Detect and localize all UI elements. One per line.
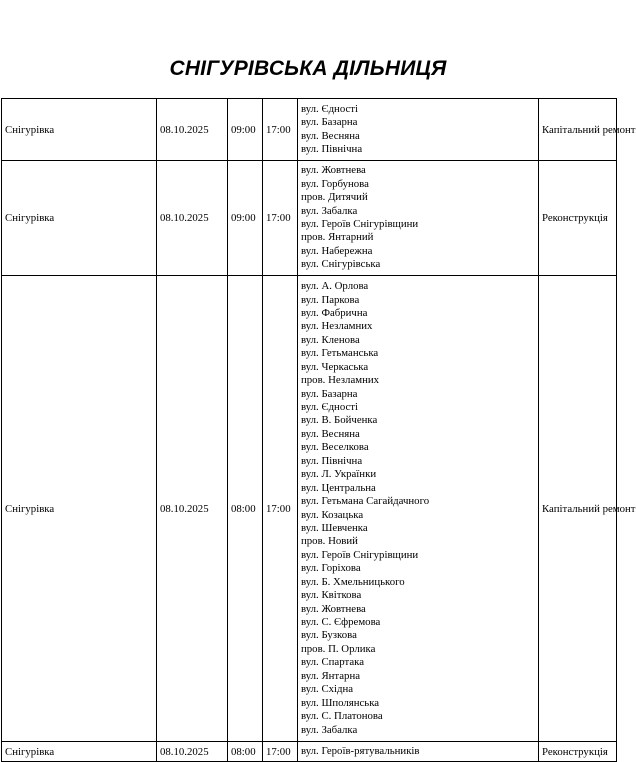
date-cell: 08.10.2025 (157, 742, 228, 762)
start-time-cell: 08:00 (228, 276, 263, 742)
street-item: вул. Шполянська (301, 696, 380, 709)
streets-cell (298, 742, 539, 762)
street-item: пров. Янтарний (301, 231, 374, 244)
street-item: вул. Черкаська (301, 360, 369, 373)
street-item: вул. Весняна (301, 129, 360, 142)
end-time-cell: 17:00 (263, 99, 298, 161)
settlement-cell: Снігурівка (2, 161, 157, 276)
streets-cell (298, 99, 539, 161)
street-item: вул. Жовтнева (301, 602, 366, 615)
settlement-cell: Снігурівка (2, 742, 157, 762)
street-item: вул. Забалка (301, 204, 358, 217)
table-row (2, 276, 617, 742)
street-item: пров. П. Орлика (301, 642, 376, 655)
street-item: вул. Східна (301, 683, 354, 696)
street-item: вул. Шевченка (301, 521, 368, 534)
start-time-cell: 09:00 (228, 99, 263, 161)
work-type-cell: Реконструкція (539, 161, 617, 276)
street-item: вул. Героїв Снігурівщини (301, 548, 419, 561)
street-item: пров. Дитячий (301, 191, 368, 204)
street-item: вул. Снігурівська (301, 258, 381, 271)
table-row (2, 99, 617, 161)
street-item: пров. Новий (301, 535, 358, 548)
street-item: вул. Жовтнева (301, 164, 366, 177)
street-item: вул. Північна (301, 454, 363, 467)
street-item: вул. Квіткова (301, 589, 362, 602)
street-item: вул. Забалка (301, 723, 358, 736)
street-item: вул. Спартака (301, 656, 364, 669)
street-item: вул. Незламних (301, 320, 373, 333)
street-item: вул. Базарна (301, 116, 358, 129)
street-item: вул. С. Єфремова (301, 616, 381, 628)
street-item: вул. Л. Українки (301, 468, 377, 481)
street-item: вул. Веселкова (301, 441, 369, 454)
streets-cell (298, 276, 539, 742)
street-item: вул. Козацька (301, 508, 364, 521)
street-item: вул. Набережна (301, 244, 373, 257)
street-item: вул. В. Бойченка (301, 414, 378, 427)
street-item: вул. Центральна (301, 481, 376, 494)
settlement-cell: Снігурівка (2, 276, 157, 742)
street-item: вул. Фабрична (301, 306, 368, 319)
street-item: вул. А. Орлова (301, 280, 369, 293)
street-item: вул. Північна (301, 142, 363, 155)
settlement-cell: Снігурівка (2, 99, 157, 161)
date-cell: 08.10.2025 (157, 99, 228, 161)
street-item: вул. Весняна (301, 427, 360, 440)
street-item: вул. Єдності (301, 401, 359, 413)
street-item: вул. Горбунова (301, 177, 369, 190)
work-type-cell: Капітальний ремонт (539, 276, 617, 742)
date-cell: 08.10.2025 (157, 276, 228, 742)
street-item: вул. Кленова (301, 333, 360, 346)
street-item: вул. Єдності (301, 102, 359, 115)
start-time-cell: 08:00 (228, 742, 263, 762)
street-item: вул. Героїв Снігурівщини (301, 218, 419, 230)
street-item: вул. Гетьманська (301, 347, 379, 360)
streets-cell (298, 161, 539, 276)
street-item: вул. Янтарна (301, 669, 361, 682)
street-item: вул. Гетьмана Сагайдачного (301, 495, 430, 508)
table-row (2, 742, 617, 762)
street-item: вул. Бузкова (301, 629, 357, 642)
table-row (2, 161, 617, 276)
street-item: вул. Базарна (301, 387, 358, 400)
outage-schedule-table (1, 98, 636, 762)
street-item: вул. Б. Хмельницького (301, 575, 405, 588)
end-time-cell: 17:00 (263, 276, 298, 742)
end-time-cell: 17:00 (263, 161, 298, 276)
street-item: вул. Горіхова (301, 562, 361, 575)
street-item: пров. Незламних (301, 374, 380, 387)
page-title: СНІГУРІВСЬКА ДІЛЬНИЦЯ (169, 57, 447, 80)
date-cell: 08.10.2025 (157, 161, 228, 276)
end-time-cell: 17:00 (263, 742, 298, 762)
street-item: вул. Паркова (301, 293, 360, 306)
work-type-cell: Реконструкція (539, 742, 617, 762)
street-item: вул. Героїв-рятувальників (301, 744, 420, 757)
start-time-cell: 09:00 (228, 161, 263, 276)
work-type-cell: Капітальний ремонт (539, 99, 617, 161)
street-item: вул. С. Платонова (301, 710, 383, 723)
